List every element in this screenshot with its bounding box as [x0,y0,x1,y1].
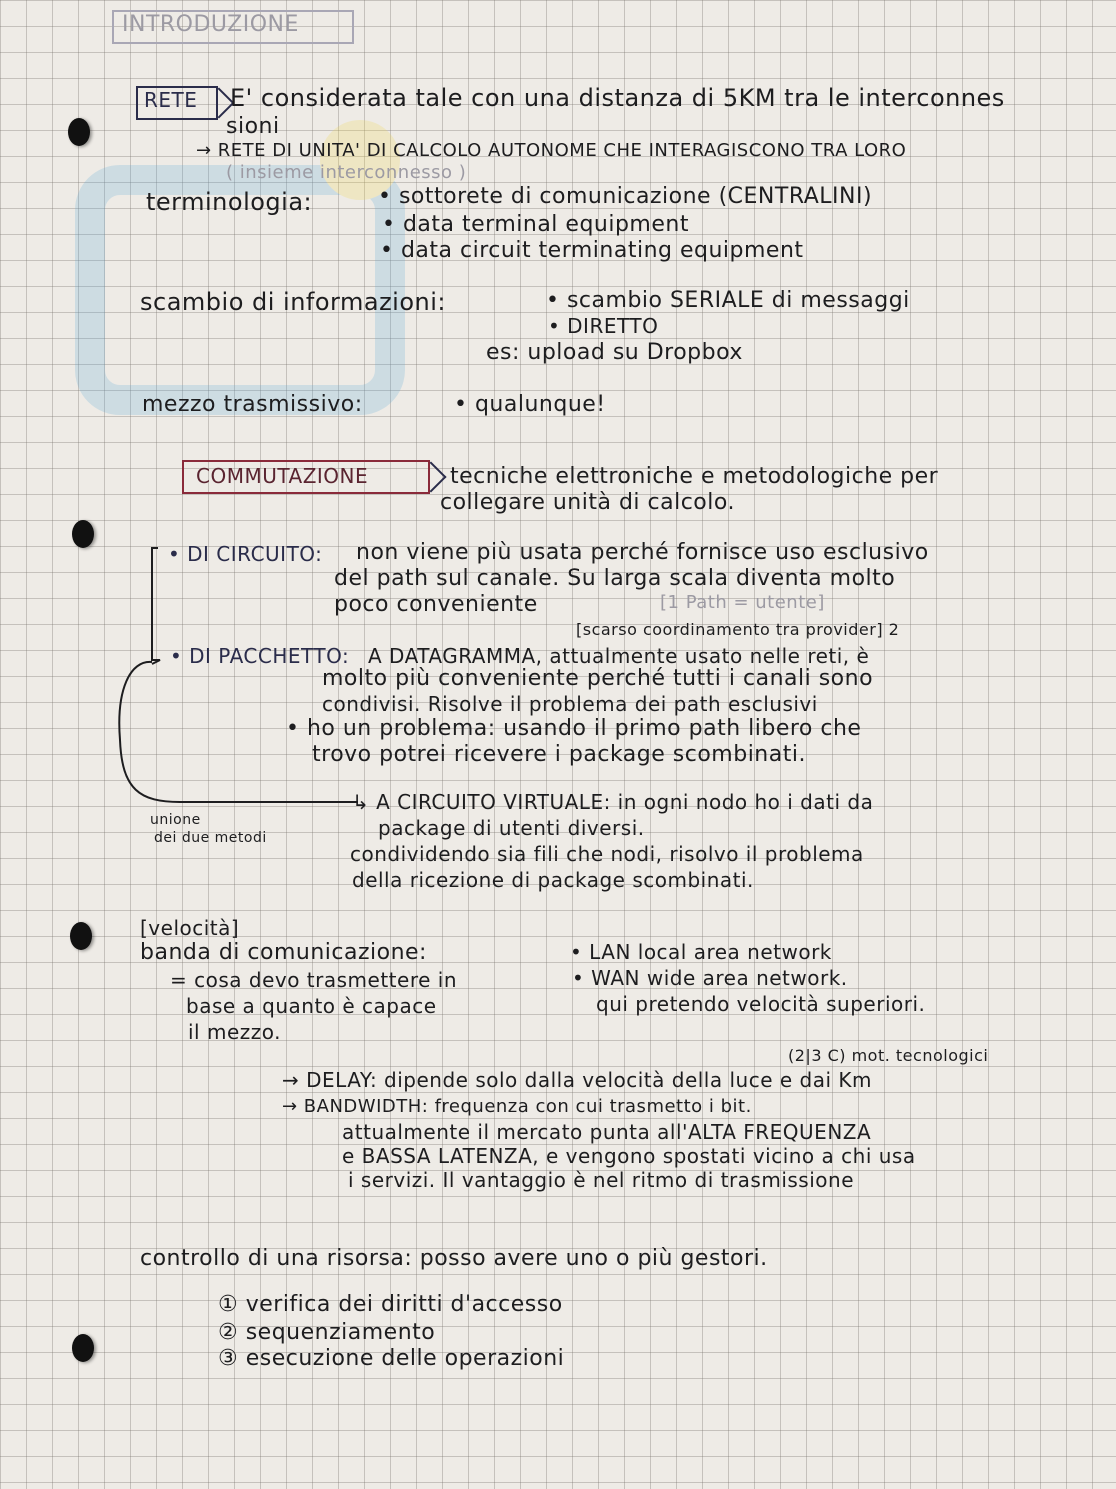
binder-hole [72,1334,94,1362]
scambio-item: • scambio SERIALE di messaggi [546,288,910,313]
commutazione-label: COMMUTAZIONE [196,464,369,488]
controllo-item: ③ esecuzione delle operazioni [218,1346,565,1371]
bandwidth-item: → BANDWIDTH: frequenza con cui trasmetto i bit. [282,1096,752,1117]
banda-label: banda di comunicazione: [140,940,427,965]
binder-hole [72,520,94,548]
rete-definition-cont: sioni [226,114,280,139]
banda-text: il mezzo. [188,1020,281,1044]
mercato-text: i servizi. Il vantaggio è nel ritmo di trasmissione [348,1168,854,1192]
rete-unita: → RETE DI UNITA' DI CALCOLO AUTONOME CHE INTERAGISCONO TRA LORO [196,140,907,161]
virtuale-text: package di utenti diversi. [378,816,645,840]
binder-hole [70,922,92,950]
virtuale-text: condividendo sia fili che nodi, risolvo il problema [350,842,864,866]
commutazione-desc: tecniche elettroniche e metodologiche per [450,464,939,489]
velocita-note: (2|3 C) mot. tecnologici [788,1046,989,1065]
rete-label: RETE [144,88,198,112]
mezzo-value: • qualunque! [454,392,606,417]
mercato-text: e BASSA LATENZA, e vengono spostati vicino a chi usa [342,1144,916,1168]
virtuale-text: della ricezione di package scombinati. [352,868,754,892]
scambio-label: scambio di informazioni: [140,288,446,316]
pacchetto-text: molto più conveniente perché tutti i canali sono [322,666,874,691]
pacchetto-problem: • ho un problema: usando il primo path libero che [286,716,862,741]
page-title: INTRODUZIONE [122,12,299,37]
pacchetto-text: A DATAGRAMMA, attualmente usato nelle reti, è [368,644,870,668]
virtuale-label: ↳ A CIRCUITO VIRTUALE: in ogni nodo ho i dati da [352,790,874,814]
banda-text: = cosa devo trasmettere in [170,968,458,992]
side-note: dei due metodi [154,830,267,846]
lan-item: • LAN local area network [570,940,832,964]
circuito-text: poco conveniente [334,592,538,617]
wan-note: qui pretendo velocità superiori. [596,992,926,1016]
binder-hole [68,118,90,146]
commutazione-desc: collegare unità di calcolo. [440,490,735,515]
side-note: unione [150,812,201,828]
terminologia-item: • data terminal equipment [382,212,689,237]
wan-item: • WAN wide area network. [572,966,848,990]
scambio-example: es: upload su Dropbox [486,340,743,365]
controllo-label: controllo di una risorsa: posso avere uno o più gestori. [140,1246,768,1271]
scambio-item: • DIRETTO [548,314,659,338]
banda-text: base a quanto è capace [186,994,437,1018]
pacchetto-label: • DI PACCHETTO: [170,644,350,668]
circuito-note: [scarso coordinamento tra provider] 2 [576,620,900,639]
circuito-text: non viene più usata perché fornisce uso esclusivo [356,540,929,565]
terminologia-label: terminologia: [146,188,313,216]
mezzo-label: mezzo trasmissivo: [142,392,363,417]
circuito-note: [1 Path = utente] [660,592,825,613]
terminologia-item: • data circuit terminating equipment [380,238,804,263]
velocita-label: [velocità] [140,916,240,940]
pacchetto-problem: trovo potrei ricevere i package scombinati. [312,742,806,767]
mercato-text: attualmente il mercato punta all'ALTA FREQUENZA [342,1120,872,1144]
controllo-item: ① verifica dei diritti d'accesso [218,1292,563,1317]
controllo-item: ② sequenziamento [218,1320,436,1345]
pacchetto-text: condivisi. Risolve il problema dei path esclusivi [322,692,818,716]
rete-definition: E' considerata tale con una distanza di 5KM tra le interconnes [230,84,1005,112]
delay-item: → DELAY: dipende solo dalla velocità della luce e dai Km [282,1068,872,1092]
circuito-text: del path sul canale. Su larga scala diventa molto [334,566,896,591]
terminologia-item: • sottorete di comunicazione (CENTRALINI) [378,184,873,209]
circuito-label: • DI CIRCUITO: [168,542,323,566]
rete-insieme: ( insieme interconnesso ) [226,162,467,183]
